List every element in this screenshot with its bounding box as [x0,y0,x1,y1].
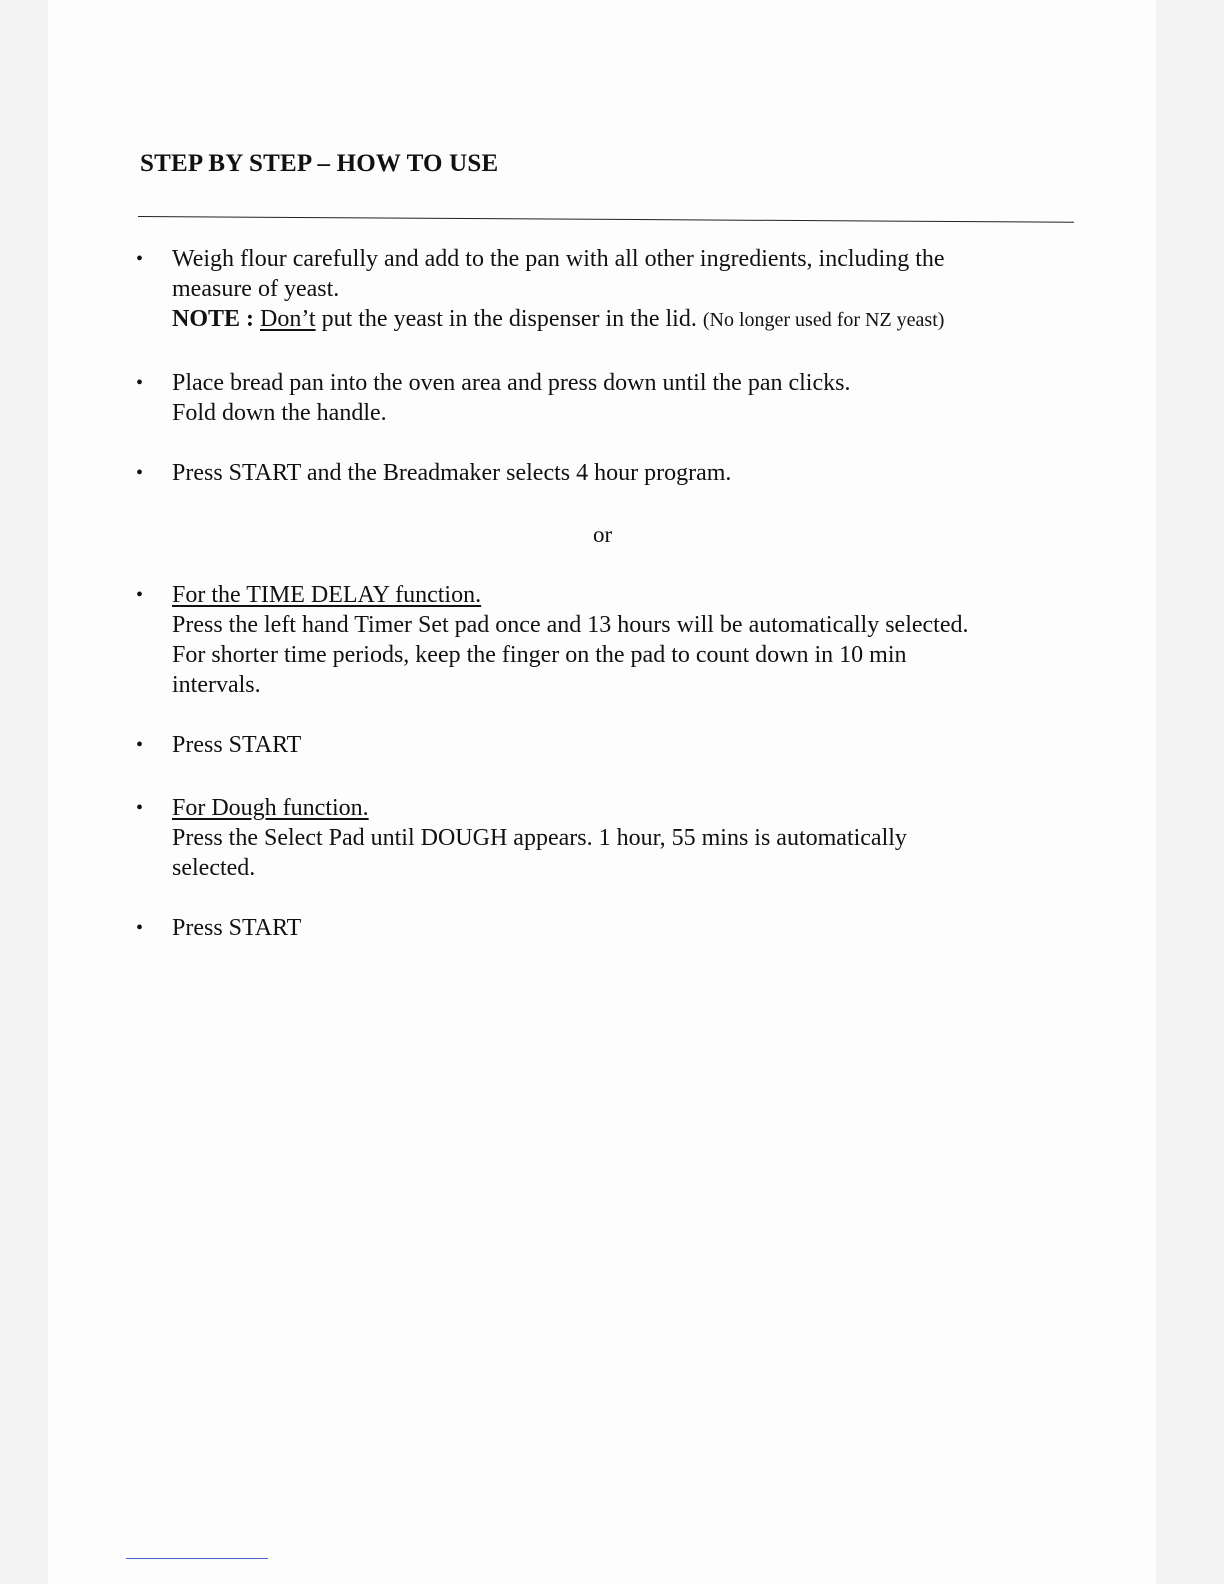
bullet: • [136,372,144,394]
section-heading: For Dough function. [172,795,369,821]
text-line: measure of yeast. [172,276,340,302]
list-item-text [172,368,850,428]
page-title: STEP BY STEP – HOW TO USE [140,150,499,177]
note-aside: (No longer used for NZ yeast) [702,309,945,331]
list-item-text [172,244,945,335]
text-line: Press START and the Breadmaker selects 4 hour program. [172,460,732,486]
document-page [48,0,1156,1584]
text-line: Press START [172,915,302,941]
text-line: Press the left hand Timer Set pad once and 13 hours will be automatically selected. [172,612,969,638]
bullet: • [136,734,144,756]
footer-rule [126,1558,268,1559]
bullet: • [136,797,144,819]
section-heading: For the TIME DELAY function. [172,582,482,608]
list-item-text [172,458,731,488]
bullet: • [136,248,144,270]
text-line: Press START [172,732,302,758]
or-separator: or [593,522,613,547]
text-line: Fold down the handle. [172,400,387,426]
bullet: • [136,584,144,606]
bullet: • [136,462,144,484]
list-item-text [172,913,301,943]
text-line: Place bread pan into the oven area and press down until the pan clicks. [172,370,851,396]
note-label: NOTE : [172,306,255,332]
text-line: intervals. [172,672,261,698]
bullet: • [136,917,144,939]
text-line: Press the Select Pad until DOUGH appears. 1 hour, 55 mins is automatically [172,825,907,851]
note-emphasis: Don’t [260,306,316,332]
list-item-text [172,580,969,700]
text-line: selected. [172,855,256,881]
list-item-text [172,730,301,760]
text-line: Weigh flour carefully and add to the pan with all other ingredients, including the [172,246,945,272]
note-text: put the yeast in the dispenser in the lid. [315,306,697,332]
list-item-text [172,793,907,883]
note-line [172,304,945,335]
title-divider [138,216,1074,223]
text-line: For shorter time periods, keep the finger on the pad to count down in 10 min [172,642,907,668]
